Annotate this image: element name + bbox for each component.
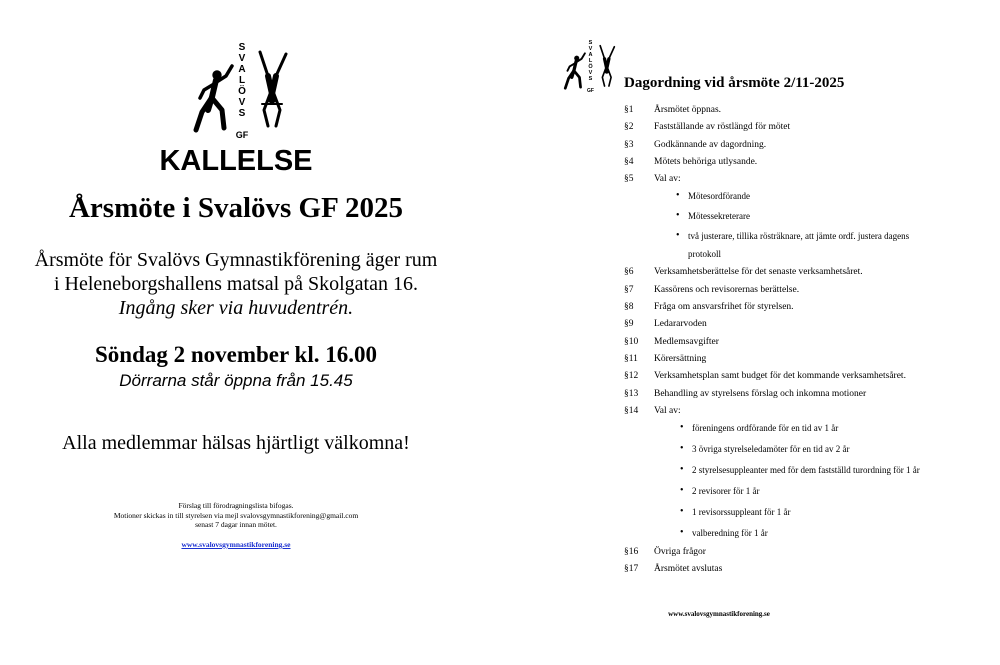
invitation-heading: KALLELSE	[159, 145, 313, 177]
agenda-subitem: • två justerare, tillika rösträknare, att jämte ordf. justera dagens	[676, 230, 910, 242]
doors-open-note: Dörrarna står öppna från 15.45	[119, 371, 353, 390]
motions-note: Förslag till förodragningslista bifogas. Motioner skickas in till styrelsen via mejl svalovsgymnastikforening@gmail.com senast 7 dagar innan mötet.	[113, 501, 359, 529]
agenda-item: §6 Verksamhetsberättelse för det senaste verksamhetsåret.	[624, 267, 863, 278]
agenda-item: §7 Kassörens och revisorernas berättelse.	[624, 284, 800, 295]
agenda-item: §3 Godkännande av dagordning.	[624, 139, 767, 150]
club-logo-small	[562, 40, 622, 95]
agenda-item: §8 Fråga om ansvarsfrihet för styrelsen.	[624, 302, 794, 313]
agenda-item: §2 Fastställande av röstlängd för mötet	[624, 122, 791, 133]
agenda-subitem: • föreningens ordförande för en tid av 1 år	[680, 422, 839, 434]
invitation-page	[0, 0, 480, 665]
logo-brand-letters: S V A L Ö V S	[588, 40, 593, 82]
logo-brand-letters: S V A L Ö V S	[238, 42, 246, 119]
logo-suffix: GF	[587, 88, 594, 94]
agenda-item: §13 Behandling av styrelsens förslag och inkomna motioner	[624, 388, 867, 399]
agenda-subitem: • 3 övriga styrelseledamöter för en tid av 2 år	[680, 443, 850, 455]
intro-line: Årsmöte för Svalövs Gymnastikförening äger rum	[34, 249, 438, 271]
meeting-title: Årsmöte i Svalövs GF 2025	[68, 192, 403, 224]
agenda-page	[540, 0, 1000, 665]
logo-suffix: GF	[235, 130, 249, 140]
agenda-list	[624, 104, 1000, 581]
agenda-subitem-cont: protokoll	[688, 249, 721, 260]
intro-line: i Heleneborgshallens matsal på Skolgatan 16.	[54, 273, 418, 295]
agenda-item: §4 Mötets behöriga utlysande.	[624, 156, 758, 167]
agenda-item: §16 Övriga frågor	[624, 547, 706, 558]
agenda-item: §17 Årsmötet avslutas	[624, 564, 723, 575]
agenda-item: §5 Val av:	[624, 174, 681, 185]
agenda-item: §12 Verksamhetsplan samt budget för det kommande verksamhetsåret.	[624, 371, 906, 382]
agenda-subitem: • Mötessekreterare	[676, 210, 750, 222]
agenda-item: §10 Medlemsavgifter	[624, 336, 719, 347]
agenda-subitem: • 2 revisorer för 1 år	[680, 485, 760, 497]
agenda-item: §11 Körersättning	[624, 353, 707, 364]
agenda-item: §1 Årsmötet öppnas.	[624, 105, 722, 115]
welcome-text: Alla medlemmar hälsas hjärtligt välkomna!	[62, 432, 410, 454]
agenda-subitem: • 1 revisorssuppleant för 1 år	[680, 506, 791, 518]
agenda-subitem: • valberedning för 1 år	[680, 527, 768, 539]
agenda-item: §9 Ledararvoden	[624, 319, 707, 330]
agenda-subitem: • 2 styrelsesuppleanter med för dem fastställd turordning för 1 år	[680, 464, 920, 476]
club-logo	[190, 42, 300, 142]
meeting-date: Söndag 2 november kl. 16.00	[94, 342, 377, 367]
website-link[interactable]: www.svalovsgymnastikforening.se	[181, 540, 291, 549]
website-footer: www.svalovsgymnastikforening.se	[668, 610, 770, 618]
agenda-subitem: • Mötesordförande	[676, 190, 750, 202]
agenda-title: Dagordning vid årsmöte 2/11-2025	[624, 75, 845, 91]
agenda-item: §14 Val av:	[624, 405, 681, 416]
intro-line: Ingång sker via huvudentrén.	[118, 297, 354, 319]
meeting-intro	[0, 248, 472, 320]
